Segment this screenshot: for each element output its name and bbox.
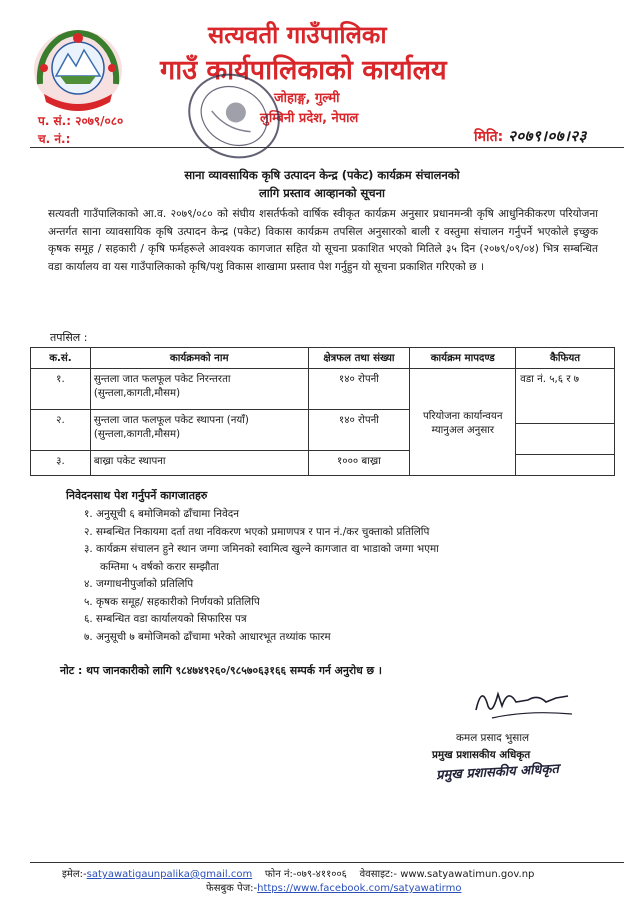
list-item: ५. कृषक समूह/ सहकारीको निर्णयको प्रतिलिपि	[84, 595, 260, 608]
program-crops: (सुन्तला,कागती,मौसम)	[93, 388, 181, 399]
notice-subtitle: लागि प्रस्ताव आव्हानको सूचना	[259, 186, 385, 200]
date-field	[474, 126, 587, 146]
footer-facebook	[206, 880, 461, 894]
table-header: कैफियत	[516, 348, 615, 369]
table-row	[31, 369, 615, 410]
row-number: १.	[31, 369, 91, 410]
phone-text: फोन नं:-०७९-४११००६	[264, 869, 347, 880]
office-subtitle: गाउँ कार्यपालिकाको कार्यालय	[160, 55, 447, 86]
facebook-link[interactable]: https://www.facebook.com/satyawatirmo	[257, 883, 462, 894]
list-item: १. अनुसूची ६ बमोजिमको ढाँचामा निवेदन	[84, 508, 240, 520]
contact-note: नोट : थप जानकारीको लागि ९८४७४९२६०/९८५७०६३१६६ सम्पर्क गर्न अनुरोध छ ।	[60, 664, 382, 677]
email-link[interactable]: satyawatigaunpalika@gmail.com	[86, 869, 253, 880]
table-header: कार्यक्रमको नाम	[90, 348, 308, 369]
list-item: ४. जग्गाधनीपुर्जाको प्रतिलिपि	[84, 578, 194, 590]
list-item: २. सम्बन्धित निकायमा दर्ता तथा नविकरण भएको प्रमाणपत्र र पान नं./कर चुक्ताको प्रतिलिपि	[84, 525, 430, 538]
list-item: कम्तिमा ५ वर्षको करार सम्झौता	[100, 560, 219, 573]
ch-number: च. नं.:	[38, 132, 71, 146]
signature-icon	[468, 680, 578, 722]
program-name-cell	[90, 369, 308, 410]
date-label: मिति:	[474, 129, 504, 145]
table-header-row	[31, 348, 615, 369]
role-stamp: प्रमुख प्रशासकीय अधिकृत	[435, 761, 560, 784]
program-crops: (सुन्तला,कागती,मौसम)	[93, 428, 181, 440]
address: जोहाङ्ग, गुल्मी	[274, 91, 340, 106]
remarks-blank	[516, 424, 614, 455]
office-name: सत्यवती गाउँपालिका	[208, 21, 387, 49]
signatory-role: प्रमुख प्रशासकीय अधिकृत	[432, 749, 531, 761]
area-cell: १४० रोपनी	[308, 369, 410, 410]
table-header: क.सं.	[31, 348, 91, 369]
program-name-cell	[90, 409, 308, 450]
office-stamp-icon	[182, 70, 286, 162]
area-cell: १४० रोपनी	[308, 409, 410, 450]
row-number: ३.	[31, 450, 91, 475]
nepal-emblem-icon	[30, 24, 126, 114]
footer-divider	[30, 862, 624, 863]
date-value: २०७९।०७।२३	[508, 127, 587, 145]
footer-contact	[62, 866, 534, 880]
documents-list	[84, 506, 584, 646]
signatory-name: कमल प्रसाद भुसाल	[456, 732, 530, 744]
website-link[interactable]: www.satyawatimun.gov.np	[400, 869, 535, 880]
remarks-blank	[516, 455, 614, 475]
program-name: बाख्रा पकेट स्थापना	[90, 450, 308, 475]
area-cell: १००० बाख्रा	[308, 450, 410, 475]
list-item: ३. कार्यक्रम संचालन हुने स्थान जग्गा जमिनको स्वामित्व खुल्ने कागजात वा भाडाको जग्गा भएमा	[84, 543, 439, 555]
province: लुम्बिनी प्रदेश, नेपाल	[260, 111, 359, 126]
ps-number: प. सं.: २०७९/०८०	[38, 114, 124, 128]
remarks-text: वडा नं. ५,६ र ७	[516, 369, 614, 424]
remarks-cell	[516, 369, 615, 476]
table-header: क्षेत्रफल तथा संख्या	[308, 348, 410, 369]
header-divider	[30, 147, 624, 148]
program-name: सुन्तला जात फलफूल पकेट स्थापना (नयाँ)	[93, 414, 249, 426]
row-number: २.	[31, 409, 91, 450]
notice-paragraph: सत्यवती गाउँपालिकाको आ.व. २०७९/०८० को संघीय शसर्तर्फको वार्षिक स्वीकृत कार्यक्रम अनुसार प्रधानमन्त्री कृषि आधुनिकीकरण परियोजना अन्तर्गत साना व्यावसायिक कृषि उत्पादन केन्द्र (पकेट) विकास कार्यक्रम तपसिल अनुसारको बाली र वस्तुमा संचालन गर्नुपर्ने भएकोले इच्छुक कृषक समूह / सहकारी / कृषि फर्महरूले आवश्यक कागजात सहित यो सूचना प्रकाशित भएको मितिले ३५ दिन (२०७९/०९/०४) भित्र सम्बन्धित वडा कार्यालय वा यस गाउँपालिकाको कृषि/पशु विकास शाखामा प्रस्ताव पेश गर्नुहुन यो सूचना प्रकाशित गरिएको छ ।	[48, 208, 598, 274]
email-label: इमेल:-	[62, 869, 87, 880]
program-table	[30, 347, 615, 476]
detail-label: तपसिल :	[50, 331, 88, 344]
facebook-label: फेसबुक पेज:-	[206, 883, 258, 894]
list-item: ७. अनुसूची ७ बमोजिमको ढाँचामा भरेको आधारभूत तथ्यांक फारम	[84, 630, 331, 643]
program-name: सुन्तला जात फलफूल पकेट निरन्तरता	[93, 374, 231, 385]
documents-heading: निवेदनसाथ पेश गर्नुपर्ने कागजातहरु	[66, 489, 208, 502]
criteria-cell: परियोजना कार्यान्वयन म्यानुअल अनुसार	[410, 369, 516, 476]
table-header: कार्यक्रम मापदण्ड	[410, 348, 516, 369]
notice-title: साना व्यावसायिक कृषि उत्पादन केन्द्र (पकेट) कार्यक्रम संचालनको	[184, 168, 460, 182]
list-item: ६. सम्बन्धित वडा कार्यालयको सिफारिस पत्र	[84, 613, 247, 625]
website-label: वेवसाइट:-	[359, 869, 398, 880]
